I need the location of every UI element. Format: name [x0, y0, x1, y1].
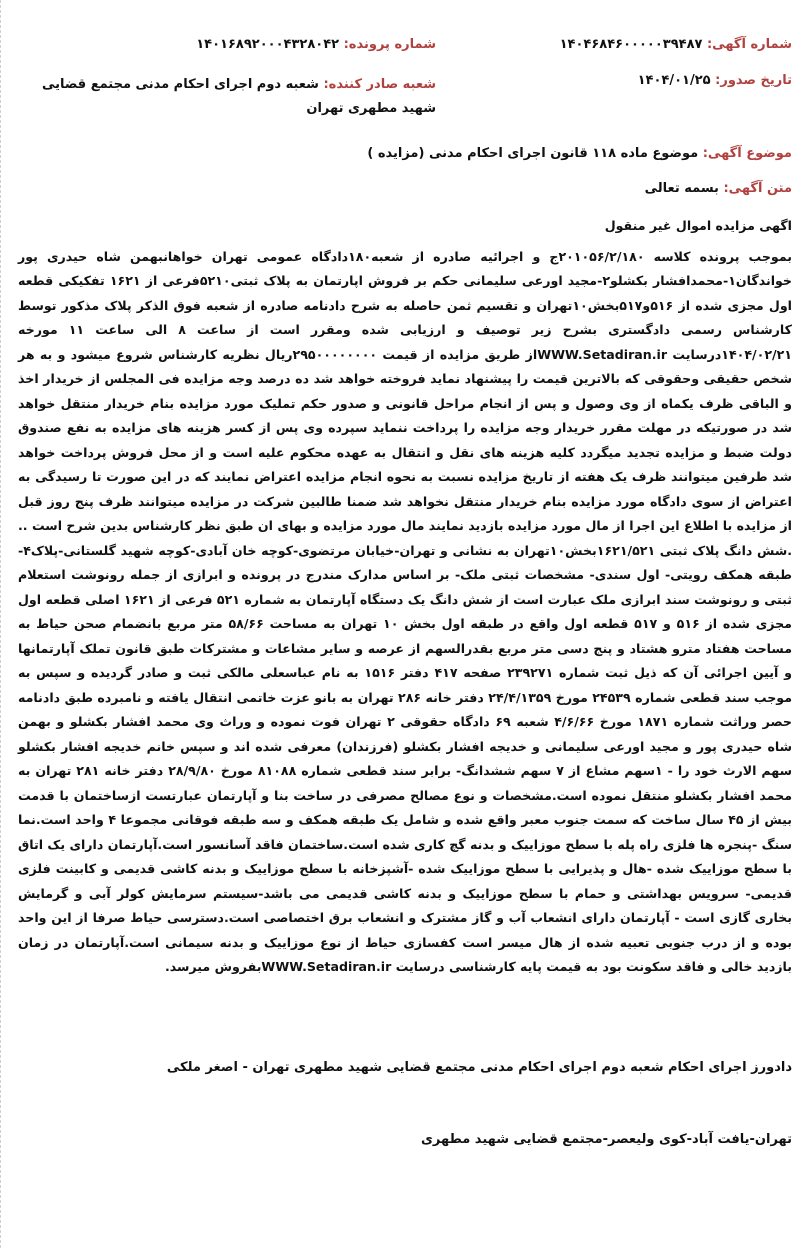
file-number — [196, 37, 436, 52]
court-address: تهران-یافت آباد-کوی ولیعصر-مجتمع قضایی شهید مطهری — [420, 1132, 792, 1147]
issuing-branch-label: شعبه صادر کننده: — [323, 77, 436, 92]
notice-text-intro: بسمه تعالی — [644, 181, 719, 196]
notice-heading: اگهی مزایده اموال غیر منقول — [604, 218, 792, 233]
notice-main-text: بموجب پرونده کلاسه ۲۰۱۰۵۶/۲/۱۸۰ج و اجرائیه صادره از شعبه۱۸۰دادگاه عمومی تهران خواهانبهمن شاه حیدری پور خواندگان۱-محمدافشار بکشلو۲-مجید اورعی سلیمانی حکم بر فروش اپارتمان به پلاک ثبتی۵۲۱۰فرعی از ۱۶۲۱ تفکیکی قطعه اول مجزی شده از ۵۱۶و۵۱۷بخش۱۰تهران و تقسیم ثمن حاصله به شرح دادنامه صادره از شعبه فوق الذکر پلاک مذکور توسط کارشناس رسمی دادگستری بشرح زیر توصیف و ارزیابی شده ومقرر است از ساعت ۸ الی ساعت ۱۱ مورخه ۱۴۰۴/۰۲/۲۱درسایت WWW.Setadiran.irاز طریق مزایده از قیمت ۲۹۵۰۰۰۰۰۰۰۰ریال نظریه کارشناس شروع میشود و به هر شخص حقیقی وحقوقی که بالاترین قیمت را پیشنهاد نماید فروخته خواهد شد ده درصد وجه مزایده فی المجلس از خریدار اخذ و الباقی ظرف یکماه از وی وصول و پس از انجام مراحل قانونی و صدور حکم تملیک مورد مزایده بنام خریدار منتقل خواهد شد در صورتیکه در مهلت مقرر خریدار وجه مزایده را پرداخت ننماید سپرده وی پس از کسر هزینه های مزایده به نفع صندوق دولت ضبط و مزایده تجدید میگردد کلیه هزینه های نقل و انتقال به عهده محکوم علیه است و از محل فروش پرداخت خواهد شد طرفین میتوانند ظرف یک هفته از تاریخ مزایده نسبت به نحوه انجام مزایده اعتراض نمایند که در این صورت تا رسیدگی به اعتراض از سوی دادگاه مورد مزایده بنام خریدار منتقل نخواهد شد ضمنا طالبین شرکت در مزایده میتوانند ظرف پنج روز قبل از مزایده با اطلاع این اجرا از مال مورد مزایده بازدید نمایند مال مورد مزایده و بهای ان طبق نظر کارشناس بدین شرح است .. .شش دانگ پلاک ثبتی ۱۶۲۱/۵۲۱بخش۱۰تهران به نشانی و تهران-خیابان مرتضوی-کوچه خان آبادی-کوچه شهید گلستانی-پلاک۴-طبقه همکف رویتی- اول سندی- مشخصات ثبتی ملک- بر اساس مدارک مندرج در پرونده و ابرازی از جمله رونوشت استعلام ثبتی و رونوشت سند ابرازی ملک عبارت است از شش دانگ یک دستگاه آپارتمان به شماره ۵۲۱ فرعی از ۱۶۲۱ اصلی قطعه اول مجزی شده از ۵۱۶ و ۵۱۷ قطعه اول واقع در طبقه اول بخش ۱۰ تهران به مساحت ۵۸/۶۶ متر مربع بانضمام صحن حیاط به مساحت هفتاد مترو هشتاد و پنج دسی متر مربع بقدرالسهم از عرصه و سایر مشاعات و مشترکات طبق قانون تملک آپارتمانها و آیین اجرائی آن که ذیل ثبت شماره ۲۳۹۲۷۱ صفحه ۴۱۷ دفتر ۱۵۱۶ به نام عباسعلی مالکی ثبت و صادر گردیده و سپس به موجب سند قطعی شماره ۲۴۵۳۹ مورخ ۲۴/۴/۱۳۵۹ دفتر خانه ۲۸۶ تهران به بانو عزت خاتمی انتقال یافته و نامبرده طبق دادنامه حصر وراثت شماره ۱۸۷۱ مورخ ۴/۶/۶۶ شعبه ۶۹ دادگاه حقوقی ۲ تهران فوت نموده و وراث وی محمد افشار بکشلو و بهمن شاه حیدری پور و مجید اورعی سلیمانی و خدیجه افشار بکشلو (فرزندان) معرفی شده اند و سپس خانم خدیجه افشار بکشلو سهم الارث خود را - ۱سهم مشاع از ۷ سهم ششدانگ- برابر سند قطعی شماره ۸۱۰۸۸ مورخ ۲۸/۹/۸۰ دفتر خانه ۲۸۱ تهران به محمد افشار بکشلو منتقل نموده است.مشخصات و نوع مصالح مصرفی در ساخت بنا و آپارتمان عبارتست ازساختمان با قدمت بیش از ۴۵ سال ساخت که سمت جنوب معبر واقع شده و شامل یک طبقه همکف و سه طبقه فوقانی مجموعا ۴ واحد است.نما سنگ -پنجره ها فلزی راه پله با سطح موزاییک و بدنه گچ کاری شده است.ساختمان فاقد آسانسور است.آپارتمان دارای یک اتاق با سطح موزاییک شده -هال و پذیرایی با سطح موزاییک شده -آشپزخانه با سطح موزاییک و بدنه کاشی قدیمی و کابینت فلزی قدیمی- سرویس بهداشتی و حمام با سطح موزاییک و بدنه کاشی قدیمی می باشد-سیستم سرمایش کولر آبی و گرمایش بخاری گازی است - آپارتمان دارای انشعاب آب و گاز مشترک و انشعاب برق اختصاصی است.دسترسی حیاط صرفا از این واحد بوده و از درب جنوبی تعبیه شده از هال میسر است کفسازی حیاط از نوع موزاییک و بدنه سیمانی است.آپارتمان در زمان بازدید خالی و فاقد سکونت بود به قیمت پایه کارشناسی درسایت WWW.Setadiran.irبفروش میرسد. — [18, 248, 793, 974]
notice-number — [560, 37, 792, 52]
notice-subject — [367, 146, 792, 161]
issuing-branch-value: شعبه دوم اجرای احکام مدنی مجتمع قضایی شهید مطهری تهران — [41, 77, 436, 116]
issue-date-value: ۱۴۰۴/۰۱/۲۵ — [637, 73, 711, 88]
file-number-value: ۱۴۰۱۶۸۹۲۰۰۰۴۳۲۸۰۴۲ — [196, 37, 340, 52]
notice-number-label: شماره آگهی: — [706, 37, 792, 52]
notice-number-value: ۱۴۰۴۶۸۴۶۰۰۰۰۰۳۹۴۸۷ — [559, 37, 703, 52]
notice-text-label: متن آگهی: — [723, 181, 792, 196]
issue-date — [638, 73, 792, 88]
file-number-label: شماره پرونده: — [343, 37, 436, 52]
notice-signature: دادورز اجرای احکام شعبه دوم اجرای احکام مدنی مجتمع قضایی شهید مطهری تهران - اصغر ملکی — [166, 1060, 792, 1075]
issue-date-label: تاریخ صدور: — [715, 73, 792, 88]
notice-body — [18, 214, 792, 980]
notice-subject-label: موضوع آگهی: — [702, 146, 792, 161]
notice-subject-value: موضوع ماده ۱۱۸ قانون اجرای احکام مدنی (مزایده ) — [367, 146, 699, 161]
notice-text-header — [645, 181, 792, 196]
issuing-branch — [16, 73, 436, 121]
